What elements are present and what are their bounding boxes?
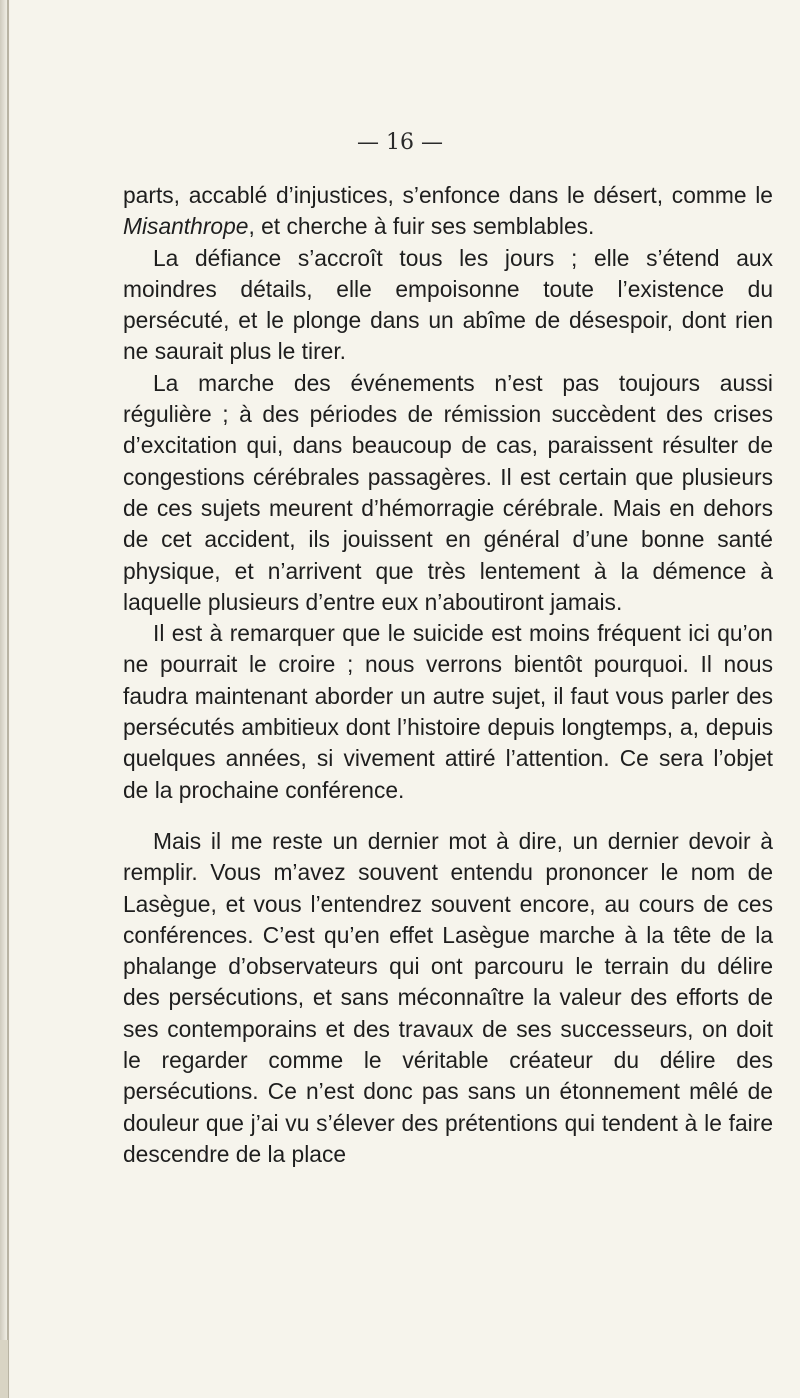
paragraph-4: Il est à remarquer que le suicide est moins fréquent ici qu’on ne pourrait le croire ; nous verrons bientôt pourquoi. Il nous faudra maintenant aborder un autre sujet, il faut vous parler des persécutés ambitieux dont l’histoire depuis longtemps, a, depuis quelques années, si vivement attiré l’attention. Ce sera l’objet de la prochaine conférence. (123, 620, 773, 803)
page-number: — 16 — (357, 130, 443, 155)
page-corner-mark (0, 1340, 8, 1398)
work-title: Misanthrope (123, 213, 249, 240)
paragraph-3: La marche des événements n’est pas toujours aussi régulière ; à des périodes de rémission succèdent des crises d’excitation qui, dans beaucoup de cas, paraissent résulter de congestions cérébrales passagères. Il est certain que plusieurs de ces sujets meurent d’hémorragie cérébrale. Mais en dehors de cet accident, ils jouissent en général d’une bonne santé physique, et n’arrivent que très lentement à la démence à laquelle plusieurs d’entre eux n’aboutiront jamais. (123, 369, 773, 615)
paragraph-2: La défiance s’accroît tous les jours ; elle s’étend aux moindres détails, elle empoisonne toute l’existence du persécuté, et le plonge dans un abîme de désespoir, dont rien ne saurait plus le tirer. (123, 244, 773, 365)
paragraph-1 (123, 180, 773, 243)
paragraph-1-tail: , et cherche à fuir ses semblables. (248, 213, 595, 240)
body-text (123, 180, 773, 1170)
paragraph-5: Mais il me reste un dernier mot à dire, un dernier devoir à remplir. Vous m’avez souvent entendu prononcer le nom de Lasègue, et vous l’entendrez souvent encore, au cours de ces conférences. C’est qu’en effet Lasègue marche à la tête de la phalange d’observateurs qui ont parcouru le terrain du délire des persécutions, et sans méconnaître la valeur des efforts de ses contemporains et des travaux de ses successeurs, on doit le regarder comme le véritable créateur du délire des persécutions. Ce n’est donc pas sans un étonnement mêlé de douleur que j’ai vu s’élever des prétentions qui tendent à le faire descendre de la place (123, 827, 773, 1167)
page-edge-line (7, 0, 9, 1398)
paragraph-1-lead: parts, accablé d’injustices, s’enfonce dans le désert, comme le (123, 182, 773, 208)
